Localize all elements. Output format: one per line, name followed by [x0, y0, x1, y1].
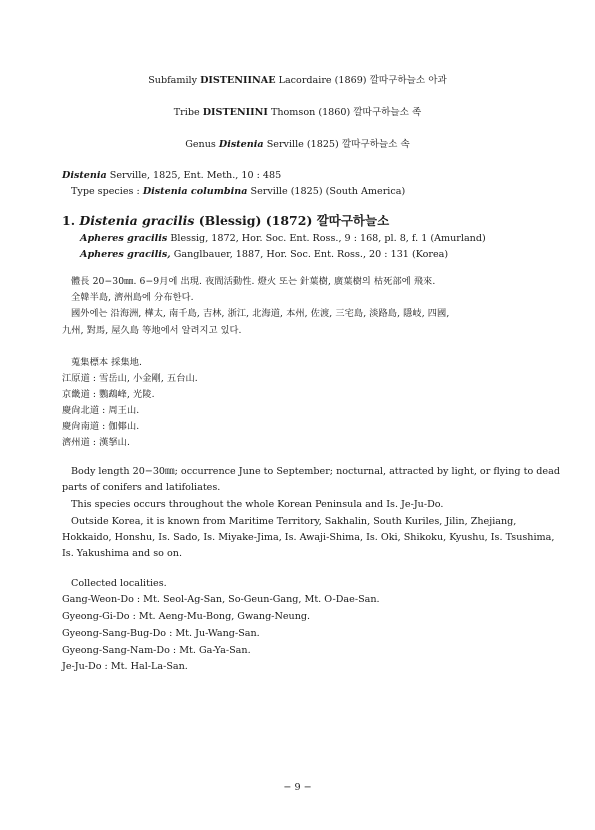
genus-ref-rest: Serville, 1825, Ent. Meth., 10 : 485: [106, 170, 282, 181]
genus-reference: [62, 170, 281, 182]
genus-ref-name: Distenia: [62, 170, 107, 181]
type-species: [71, 186, 405, 198]
genus-prefix: Genus: [185, 139, 219, 150]
synonym-1-rest: Blessig, 1872, Hor. Soc. Ent. Ross., 9 : 168, pl. 8, f. 1 (Amurland): [167, 233, 486, 244]
korean-description-line: 國外에는 沿海洲, 樺太, 南千島, 吉林, 浙江, 北海道, 本州, 佐渡, 三宅島, 淡路島, 隱岐, 四國,: [71, 308, 450, 319]
genus-heading: [0, 139, 595, 151]
korean-locality-item: 濟州道 : 漢拏山.: [62, 437, 130, 448]
subfamily-prefix: Subfamily: [148, 75, 201, 86]
korean-localities-title: 蒐集標本 採集地.: [71, 357, 143, 368]
english-locality-item: Gang-Weon-Do : Mt. Seol-Ag-San, So-Geun-Gang, Mt. O-Dae-San.: [62, 594, 380, 605]
genus-rest: Serville (1825) 깔따구하늘소 속: [263, 139, 410, 150]
korean-description-line: 全韓半島, 濟州島에 分布한다.: [71, 292, 194, 303]
english-localities-title: Collected localities.: [71, 578, 167, 589]
species-korean-name: 깔따구하늘소: [312, 213, 390, 228]
korean-locality-item: 慶尙北道 : 周王山.: [62, 405, 140, 416]
subfamily-rest: Lacordaire (1869) 깔따구하늘소 아과: [275, 75, 447, 86]
english-locality-item: Je-Ju-Do : Mt. Hal-La-San.: [62, 661, 188, 672]
english-locality-item: Gyeong-Sang-Bug-Do : Mt. Ju-Wang-San.: [62, 628, 260, 639]
korean-locality-item: 慶尙南道 : 伽倻山.: [62, 421, 140, 432]
english-description-line: Hokkaido, Honshu, Is. Sado, Is. Miyake-Jima, Is. Awaji-Shima, Is. Oki, Shikoku, Kyushu, Is. Tsushima,: [62, 532, 555, 543]
english-locality-item: Gyeong-Gi-Do : Mt. Aeng-Mu-Bong, Gwang-Neung.: [62, 611, 311, 622]
korean-description-line: 體長 20−30㎜. 6−9月에 出現. 夜間活動性. 燈火 또는 針葉樹, 廣葉樹의 枯死部에 飛來.: [71, 276, 436, 287]
species-heading: [62, 213, 389, 228]
type-species-name: Distenia columbina: [142, 186, 248, 197]
english-description-line: Is. Yakushima and so on.: [62, 548, 182, 559]
species-name: Distenia gracilis: [79, 213, 195, 228]
english-description-line: parts of conifers and latifoliates.: [62, 482, 221, 493]
korean-locality-item: 京畿道 : 鸚鵡峰, 光陵.: [62, 389, 155, 400]
synonym-1-name: Apheres gracilis: [80, 233, 168, 244]
english-description-line: Body length 20−30㎜; occurrence June to September; nocturnal, attracted by light, or flying to dead: [71, 466, 560, 477]
tribe-heading: [0, 107, 595, 119]
tribe-prefix: Tribe: [173, 107, 203, 118]
synonym-2-rest: Ganglbauer, 1887, Hor. Soc. Ent. Ross., 20 : 131 (Korea): [170, 249, 449, 260]
english-description-line: This species occurs throughout the whole Korean Peninsula and Is. Je-Ju-Do.: [71, 499, 444, 510]
synonym-2-name: Apheres gracilis,: [80, 249, 171, 260]
korean-locality-item: 江原道 : 雪岳山, 小金剛, 五台山.: [62, 373, 198, 384]
genus-name: Distenia: [218, 139, 264, 150]
type-species-rest: Serville (1825) (South America): [247, 186, 406, 197]
species-number: 1.: [62, 213, 80, 228]
tribe-rest: Thomson (1860) 깔따구하늘소 족: [267, 107, 422, 118]
subfamily-name: DISTENIINAE: [200, 75, 276, 86]
english-locality-item: Gyeong-Sang-Nam-Do : Mt. Ga-Ya-San.: [62, 645, 251, 656]
page-number: − 9 −: [283, 782, 312, 793]
english-description-line: Outside Korea, it is known from Maritime Territory, Sakhalin, South Kuriles, Jilin, Zhejiang,: [71, 516, 517, 527]
subfamily-heading: [0, 75, 595, 87]
tribe-name: DISTENIINI: [202, 107, 268, 118]
synonym-1: [80, 233, 486, 245]
synonym-2: [80, 249, 448, 261]
korean-description-line: 九州, 對馬, 屋久島 等地에서 알려지고 있다.: [62, 325, 242, 336]
species-author: (Blessig) (1872): [194, 213, 313, 228]
type-species-prefix: Type species :: [71, 186, 143, 197]
